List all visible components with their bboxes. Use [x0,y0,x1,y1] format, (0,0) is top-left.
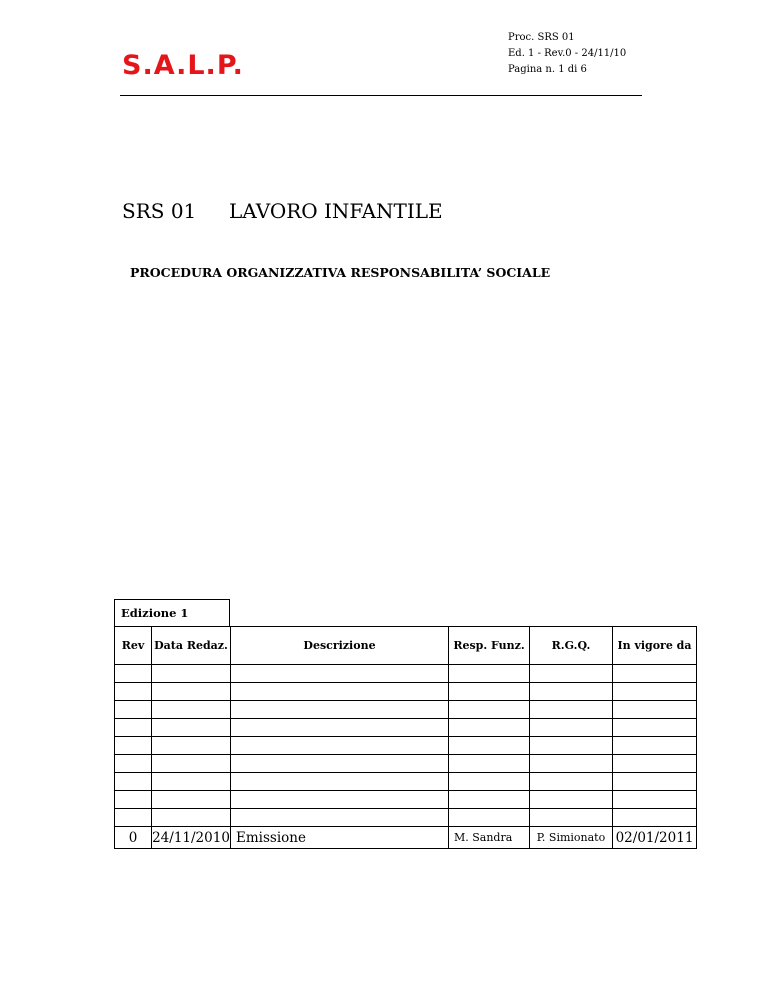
company-logo: S.A.L.P. [122,50,244,81]
col-header-rev: Rev [115,627,152,665]
empty-row [115,755,697,773]
document-title: LAVORO INFANTILE [229,199,443,223]
document-subtitle: PROCEDURA ORGANIZZATIVA RESPONSABILITA’ SOCIALE [130,265,551,280]
col-header-description: Descrizione [231,627,449,665]
empty-row [115,809,697,827]
empty-row [115,683,697,701]
procedure-code: Proc. SRS 01 [508,32,575,43]
cell-effective: 02/01/2011 [613,827,697,849]
empty-row [115,773,697,791]
table-header-row [115,627,697,665]
edition-label-box [114,599,230,627]
empty-row [115,791,697,809]
col-header-resp: Resp. Funz. [449,627,530,665]
empty-row [115,701,697,719]
header-info [508,30,626,78]
cell-date: 24/11/2010 [152,827,231,849]
cell-rgq: P. Simionato [530,827,613,849]
col-header-effective: In vigore da [613,627,697,665]
revision-table [114,626,697,849]
edition-revision: Ed. 1 - Rev.0 - 24/11/10 [508,48,627,59]
col-header-date: Data Redaz. [152,627,231,665]
empty-row [115,737,697,755]
edition-label: Edizione 1 [121,606,189,620]
empty-row [115,719,697,737]
page-number: Pagina n. 1 di 6 [508,64,587,75]
col-header-rgq: R.G.Q. [530,627,613,665]
header-divider [120,95,642,96]
cell-resp: M. Sandra [449,827,530,849]
cell-rev: 0 [115,827,152,849]
cell-description: Emissione [231,827,449,849]
empty-row [115,665,697,683]
document-code: SRS 01 [122,199,197,223]
table-row [115,827,697,849]
